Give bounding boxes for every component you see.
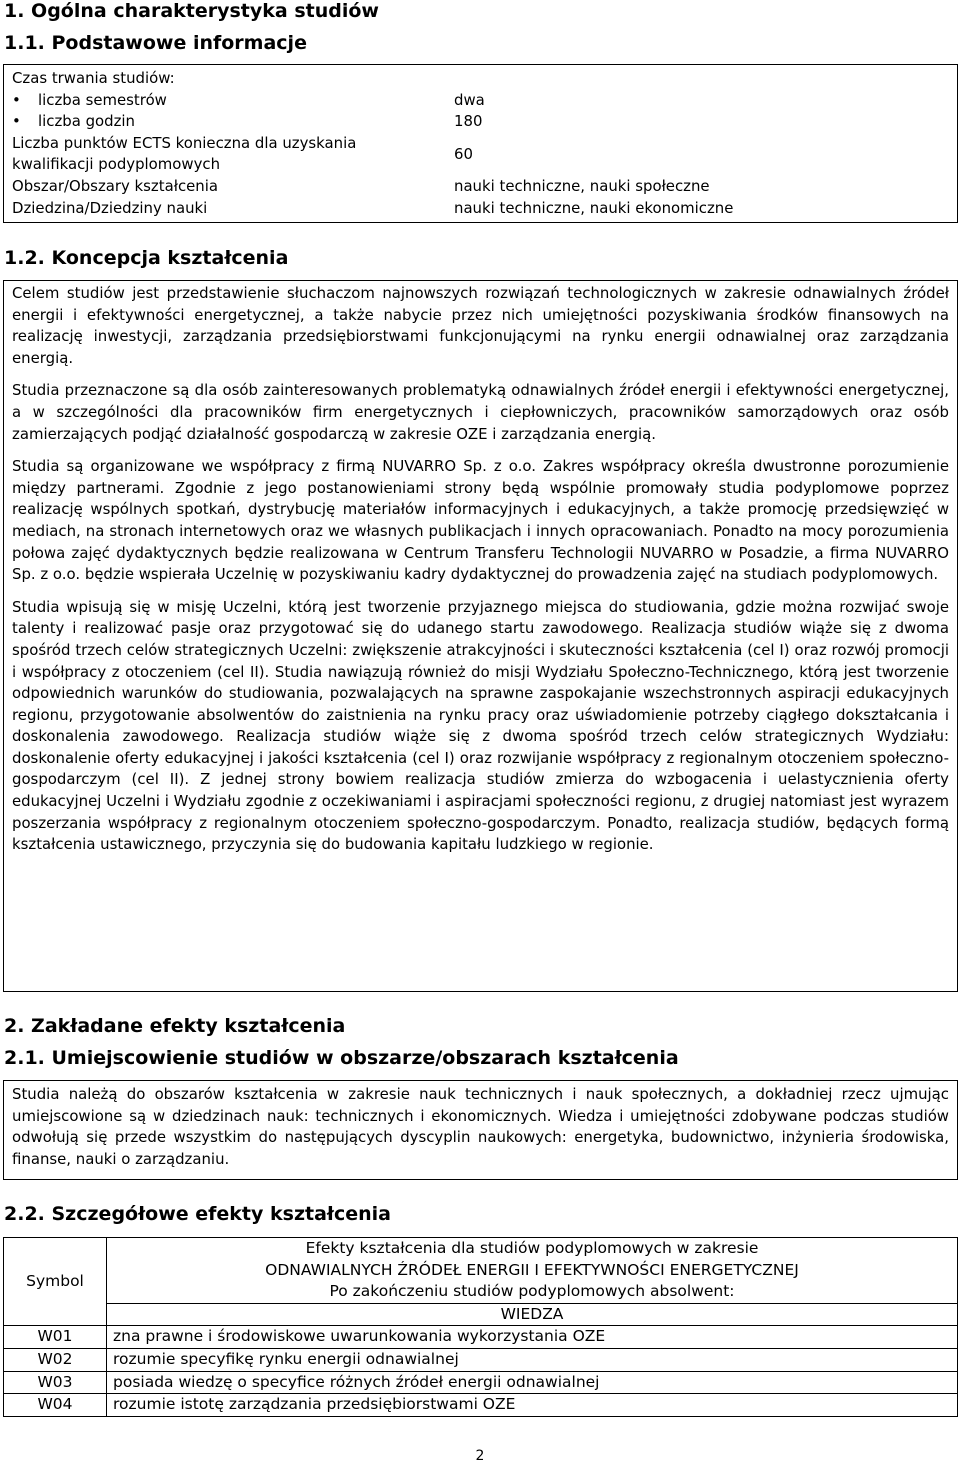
- field-value: nauki techniczne, nauki ekonomiczne: [454, 198, 734, 217]
- info-row: [4, 176, 957, 198]
- table-header-line-3: Po zakończeniu studiów podyplomowych absolwent:: [329, 1282, 735, 1301]
- outcome-text: zna prawne i środowiskowe uwarunkowania wykorzystania OZE: [107, 1326, 958, 1349]
- ects-value: 60: [454, 144, 473, 163]
- table-row: [4, 1371, 958, 1394]
- area-value: nauki techniczne, nauki społeczne: [454, 176, 710, 195]
- learning-outcomes-table: [3, 1237, 958, 1417]
- subsection-heading: 2.1. Umiejscowienie studiów w obszarze/obszarach kształcenia: [4, 1047, 679, 1069]
- outcome-text: rozumie istotę zarządzania przedsiębiorstwami OZE: [107, 1394, 958, 1417]
- outcome-text: rozumie specyfikę rynku energii odnawialnej: [107, 1348, 958, 1371]
- page-number: 2: [475, 1448, 485, 1464]
- table-row: [4, 1394, 958, 1417]
- placement-box: [3, 1080, 958, 1180]
- duration-label: Czas trwania studiów:: [12, 69, 175, 87]
- bullet-icon: •: [12, 90, 21, 109]
- table-row: [4, 1348, 958, 1371]
- subsection-heading: 2.2. Szczegółowe efekty kształcenia: [4, 1203, 391, 1225]
- info-row: [4, 90, 957, 112]
- table-header-line-2: ODNAWIALNYCH ŹRÓDEŁ ENERGII I EFEKTYWNOŚCI ENERGETYCZNEJ: [265, 1260, 799, 1279]
- section-heading: 1. Ogólna charakterystyka studiów: [4, 0, 379, 22]
- table-header-line-1: Efekty kształcenia dla studiów podyplomowych w zakresie: [305, 1239, 759, 1257]
- field-label: Dziedzina/Dziedziny nauki: [12, 198, 208, 217]
- concept-box: [3, 280, 958, 992]
- concept-paragraph: Studia wpisują się w misję Uczelni, którą jest tworzenie przyjaznego miejsca do studiowania, gdzie można rozwijać swoje talenty i realizować pasje oraz przygotować się do udanego startu zawodowego. Realizacja studiów wiąże się z dwoma spośród trzech celów strategicznych Uczelni: zwiększenie atrakcyjności i skuteczności kształcenia (cel I) oraz rozwój promocji i współpracy z otoczeniem (cel II). Studia nawiązują również do misji Wydziału Społeczno-Technicznego, którą jest tworzenie odpowiednich warunków do studiowania, pozwalających na sprawne zaspokajanie wszechstronnych aspiracji edukacyjnych regionu, przygotowanie absolwentów do zaistnienia na rynku pracy oraz uświadomienie potrzeby ciągłego dokształcania i doskonalenia zawodowego. Realizacja studiów wiąże się z dwoma spośród trzech celów strategicznych Wydziału: doskonalenie oferty edukacyjnej i jakości kształcenia (cel I) oraz rozwijanie współpracy z regionalnym otoczeniem społeczno-gospodarczym (cel II). Z jednej strony bowiem realizacja studiów zmierza do wzbogacenia i uelastycznienia oferty edukacyjnej Uczelni i Wydziału zgodnie z oczekiwaniami i aspiracjami społeczności regionu, z drugiej natomiast jest wyrazem poszerzania współpracy z regionalnym otoczeniem społeczno-gospodarczym. Ponadto, realizacja studiów, będących formą kształcenia ustawicznego, przyczynia się do budowania kapitału ludzkiego w regionie.: [12, 597, 949, 854]
- basic-info-table: [4, 68, 957, 219]
- semesters-label: liczba semestrów: [38, 90, 167, 109]
- category-label: WIEDZA: [107, 1303, 958, 1326]
- concept-paragraph: Studia przeznaczone są dla osób zainteresowanych problematyką odnawialnych źródeł energii i efektywności energetycznej, a w szczególności dla pracowników firm energetycznych i ciepłowniczych, pracowników samorządowych oraz osób zamierzających podjąć działalność gospodarczą w zakresie OZE i zarządzania energią.: [12, 381, 949, 443]
- outcome-symbol: W04: [4, 1394, 107, 1417]
- ects-label-line-1: Liczba punktów ECTS konieczna dla uzyskania: [12, 133, 357, 152]
- hours-value: 180: [454, 112, 483, 131]
- semesters-value: dwa: [454, 90, 485, 109]
- hours-label: liczba godzin: [38, 112, 135, 131]
- info-row: [4, 133, 957, 176]
- bullet-icon: •: [12, 112, 21, 131]
- concept-paragraph: Studia są organizowane we współpracy z firmą NUVARRO Sp. z o.o. Zakres współpracy określa dwustronne porozumienie między partnerami. Zgodnie z jego postanowieniami strony będą wspólnie promowały studia podyplomowe poprzez realizację wspólnych spotkań, dystrybucję materiałów informacyjnych i edukacyjnych, a także promocję przedsięwzięć w mediach, na stronach internetowych oraz we własnych publikacjach i innych opracowaniach. Ponadto na mocy porozumienia połowa zajęć dydaktycznych będzie realizowana w Centrum Transferu Technologii NUVARRO w Posadzie, a firma NUVARRO Sp. z o.o. będzie wspierała Uczelnię w pozyskiwaniu kadry dydaktycznej do prowadzenia zajęć na studiach podyplomowych.: [12, 457, 949, 584]
- info-row: [4, 198, 957, 220]
- category-row: [4, 1303, 958, 1326]
- info-row: [4, 111, 957, 133]
- area-label: Obszar/Obszary kształcenia: [12, 176, 218, 195]
- symbol-header: Symbol: [4, 1238, 107, 1326]
- section-heading: 2. Zakładane efekty kształcenia: [4, 1015, 346, 1037]
- concept-paragraph: Celem studiów jest przedstawienie słuchaczom najnowszych rozwiązań technologicznych w zakresie odnawialnych źródeł energii i efektywności energetycznej, a także nabycie przez nich umiejętności pozyskiwania środków finansowych na realizację inwestycji, zarządzania przedsiębiorstwami funkcjonującymi na rynku energii odnawialnej oraz zarządzania energią.: [12, 284, 949, 367]
- placement-paragraph: Studia należą do obszarów kształcenia w zakresie nauk technicznych i nauk społecznych, a dokładniej rzecz ujmując umiejscowione są w dziedzinach nauk: technicznych i ekonomicznych. Wiedza i umiejętności zdobywane podczas studiów odwołują się przede wszystkim do następujących dyscyplin naukowych: energetyka, budownictwo, inżynieria środowiska, finanse, nauki o zarządzaniu.: [12, 1085, 949, 1168]
- ects-label-line-2: kwalifikacji podyplomowych: [12, 155, 221, 174]
- table-row: [4, 1326, 958, 1349]
- subsection-heading: 1.1. Podstawowe informacje: [4, 32, 307, 54]
- table-header-row: [4, 1238, 958, 1304]
- outcome-symbol: W01: [4, 1326, 107, 1349]
- outcome-text: posiada wiedzę o specyfice różnych źródeł energii odnawialnej: [107, 1371, 958, 1394]
- outcome-symbol: W03: [4, 1371, 107, 1394]
- subsection-heading: 1.2. Koncepcja kształcenia: [4, 247, 289, 269]
- outcome-symbol: W02: [4, 1348, 107, 1371]
- basic-info-box: [3, 64, 958, 223]
